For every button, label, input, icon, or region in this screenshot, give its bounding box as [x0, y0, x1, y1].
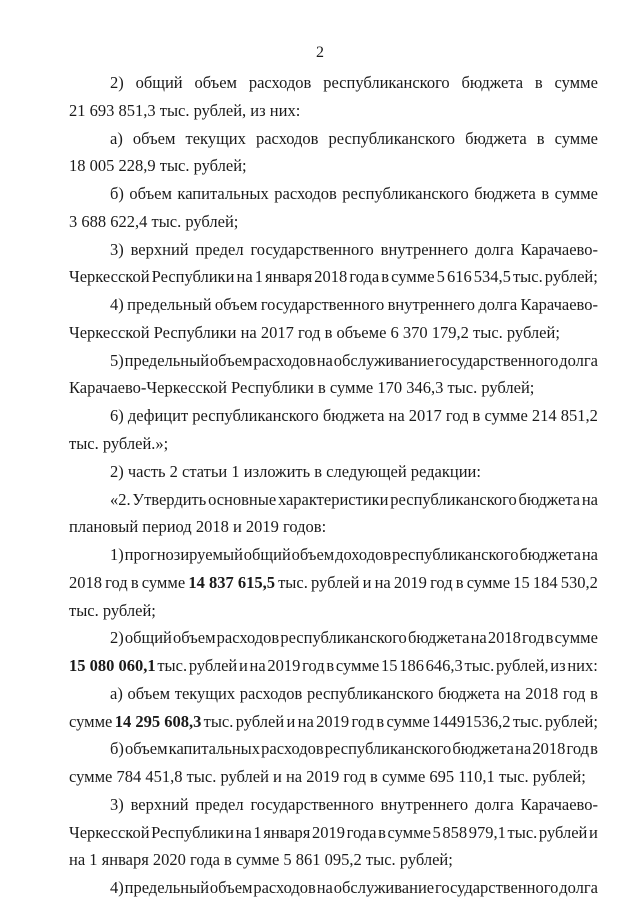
bold-amount: 14 837 615,5 — [188, 573, 275, 592]
text-line: 5) предельный объем расходов на обслуживание государственного долга — [110, 351, 598, 370]
text-line: 21 693 851,3 тыс. рублей, из них: — [69, 101, 301, 120]
text-line: 15 080 060,1 тыс. рублей и на 2019 год в сумме 15 186 646,3 тыс. рублей, из них: — [69, 656, 598, 675]
text-line: 2) общий объем расходов республиканского бюджета на 2018 год в сумме — [110, 628, 598, 647]
text-line: 18 005 228,9 тыс. рублей; — [69, 156, 247, 175]
text-line: сумме 14 295 608,3 тыс. рублей и на 2019 год в сумме 14491536,2 тыс. рублей; — [69, 712, 598, 731]
bold-amount: 15 080 060,1 — [69, 656, 156, 675]
text-line: Черкесской Республики на 1 января 2018 года в сумме 5 616 534,5 тыс. рублей; — [69, 267, 598, 286]
text-line: б) объем капитальных расходов республиканского бюджета в сумме — [110, 184, 598, 203]
text-line: Карачаево-Черкесской Республики в сумме 170 346,3 тыс. рублей; — [69, 378, 535, 397]
text-line: тыс. рублей; — [69, 601, 156, 620]
text-line: на 1 января 2020 года в сумме 5 861 095,2 тыс. рублей; — [69, 850, 453, 869]
text-line: 3) верхний предел государственного внутреннего долга Карачаево- — [110, 795, 598, 814]
text-line: 6) дефицит республиканского бюджета на 2017 год в сумме 214 851,2 — [110, 406, 598, 425]
page-number: 2 — [316, 44, 324, 61]
text-line: 4) предельный объем государственного внутреннего долга Карачаево- — [110, 295, 598, 314]
text-line: тыс. рублей.»; — [69, 434, 169, 453]
text-line: б) объем капитальных расходов республиканского бюджета на 2018 год в — [110, 739, 598, 758]
text-line: Черкесской Республики на 2017 год в объеме 6 370 179,2 тыс. рублей; — [69, 323, 560, 342]
text-line: «2. Утвердить основные характеристики республиканского бюджета на — [110, 490, 598, 509]
text-line: 4) предельный объем расходов на обслуживание государственного долга — [110, 878, 598, 897]
text-line: 2018 год в сумме 14 837 615,5 тыс. рублей и на 2019 год в сумме 15 184 530,2 — [69, 573, 598, 592]
text-line: 1) прогнозируемый общий объем доходов республиканского бюджета на — [110, 545, 598, 564]
text-line: 3 688 622,4 тыс. рублей; — [69, 212, 239, 231]
text-line: плановый период 2018 и 2019 годов: — [69, 517, 327, 536]
text-line: Черкесской Республики на 1 января 2019 года в сумме 5 858 979,1 тыс. рублей и — [69, 823, 598, 842]
text-line: а) объем текущих расходов республиканского бюджета на 2018 год в — [110, 684, 598, 703]
text-line: 2) общий объем расходов республиканского бюджета в сумме — [110, 73, 598, 92]
bold-amount: 14 295 608,3 — [114, 712, 202, 731]
text-line: сумме 784 451,8 тыс. рублей и на 2019 год в сумме 695 110,1 тыс. рублей; — [69, 767, 586, 786]
text-line: 3) верхний предел государственного внутреннего долга Карачаево- — [110, 240, 598, 259]
text-line: а) объем текущих расходов республиканского бюджета в сумме — [110, 129, 598, 148]
text-line: 2) часть 2 статьи 1 изложить в следующей редакции: — [110, 462, 481, 481]
